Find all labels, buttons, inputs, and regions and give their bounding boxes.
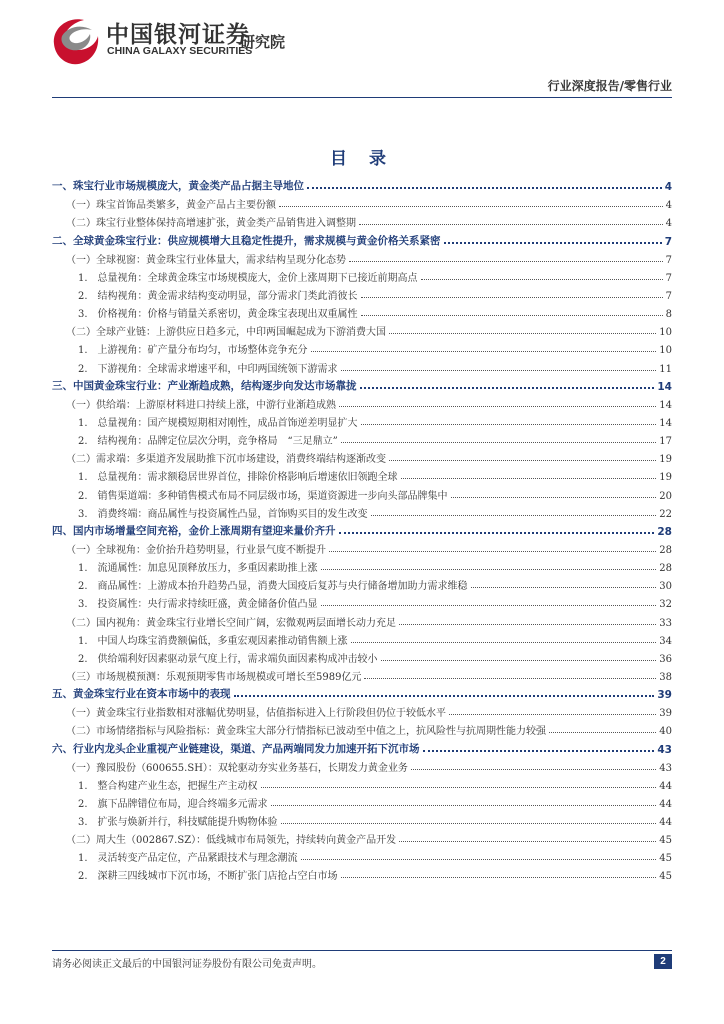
toc-entry[interactable] — [52, 864, 672, 882]
toc-entry-text: （一）豫园股份（600655.SH）：双轮驱动夯实业务基石，长期发力黄金业务 — [66, 762, 408, 774]
brand-name-en: CHINA GALAXY SECURITIES — [107, 45, 253, 57]
toc-entry[interactable] — [52, 502, 672, 520]
toc-entry-page: 45 — [659, 853, 672, 865]
toc-entry-text: （二）需求端：多渠道齐发展助推下沉市场建设，消费终端结构逐渐改变 — [66, 454, 386, 466]
toc-entry-page: 34 — [659, 635, 672, 647]
toc-entry[interactable] — [52, 284, 672, 302]
toc-entry-text: 1. 总量视角：国产规模短期相对刚性，成品首饰逆差明显扩大 — [78, 417, 358, 429]
toc-entry-page: 45 — [659, 871, 672, 883]
toc-leader-dots — [271, 805, 657, 806]
toc-entry[interactable] — [52, 211, 672, 229]
page-header — [0, 0, 724, 100]
toc-entry-text: 2. 旗下品牌错位布局，迎合终端多元需求 — [78, 798, 268, 810]
toc-entry[interactable] — [52, 810, 672, 828]
toc-entry-text: 3. 扩张与焕新并行，科技赋能提升购物体验 — [78, 817, 278, 829]
toc-leader-dots — [399, 624, 656, 625]
toc-entry[interactable] — [52, 483, 672, 501]
toc-leader-dots — [401, 478, 657, 479]
toc-leader-dots — [341, 442, 657, 443]
toc-entry[interactable] — [52, 302, 672, 320]
toc-entry[interactable] — [52, 356, 672, 374]
toc-entry-text: 3. 消费终端：商品属性与投资属性凸显，首饰购买目的发生改变 — [78, 508, 368, 520]
toc-entry-page: 20 — [659, 490, 672, 502]
toc-entry[interactable] — [52, 592, 672, 610]
toc-entry[interactable] — [52, 574, 672, 592]
toc-entry-page: 44 — [659, 817, 672, 829]
toc-entry-page: 30 — [659, 581, 672, 593]
toc-entry-text: 2. 深耕三四线城市下沉市场，不断扩张门店抢占空白市场 — [78, 871, 338, 883]
toc-leader-dots — [341, 877, 657, 878]
toc-entry-text: 四、国内市场增量空间充裕，金价上涨周期有望迎来量价齐升 — [52, 524, 336, 537]
toc-entry-page: 7 — [665, 290, 672, 302]
toc-entry[interactable] — [52, 411, 672, 429]
toc-entry-page: 4 — [665, 218, 672, 230]
toc-entry-text: 二、全球黄金珠宝行业：供应规模增大且稳定性提升，需求规模与黄金价格关系紧密 — [52, 234, 441, 247]
toc-leader-dots — [349, 261, 663, 262]
toc-entry-page: 19 — [659, 472, 672, 484]
toc-entry-text: （三）市场规模预测：乐观预期零售市场规模或可增长至5989亿元 — [66, 671, 362, 683]
toc-leader-dots — [471, 587, 657, 588]
toc-entry[interactable] — [52, 683, 672, 701]
toc-entry-page: 11 — [659, 363, 672, 375]
page-number-badge: 2 — [654, 954, 672, 969]
toc-leader-dots — [411, 769, 656, 770]
report-category: 行业深度报告/零售行业 — [547, 79, 672, 93]
toc-entry-text: 2. 下游视角：全球需求增速平和，中印两国统领下游需求 — [78, 363, 338, 375]
toc-entry[interactable] — [52, 846, 672, 864]
toc-leader-dots — [339, 406, 656, 407]
toc-entry-page: 14 — [657, 380, 672, 393]
toc-entry-text: （一）珠宝首饰品类繁多，黄金产品占主要份额 — [66, 200, 276, 212]
toc-entry-page: 39 — [659, 708, 672, 720]
toc-entry-text: （二）周大生（002867.SZ）：低线城市布局领先，持续转向黄金产品开发 — [66, 835, 397, 847]
toc-entry[interactable] — [52, 538, 672, 556]
toc-entry-text: 1. 中国人均珠宝消费额偏低，多重宏观因素推动销售额上涨 — [78, 635, 348, 647]
toc-entry-text: 1. 整合构建产业生态，把握生产主动权 — [78, 780, 258, 792]
toc-leader-dots — [329, 551, 656, 552]
toc-entry-page: 4 — [665, 200, 672, 212]
toc-leader-dots — [444, 242, 662, 244]
toc-entry[interactable] — [52, 737, 672, 755]
toc-entry[interactable] — [52, 175, 672, 193]
toc-entry[interactable] — [52, 393, 672, 411]
toc-leader-dots — [279, 206, 663, 207]
toc-leader-dots — [371, 515, 657, 516]
toc-leader-dots — [339, 532, 655, 534]
toc-leader-dots — [549, 732, 656, 733]
toc-entry-text: （二）珠宝行业整体保持高增速扩张，黄金类产品销售进入调整期 — [66, 218, 356, 230]
toc-entry-text: （一）黄金珠宝行业指数相对涨幅优势明显，估值指标进入上行阶段但仍位于较低水平 — [66, 708, 446, 720]
toc-entry-text: 六、行业内龙头企业重视产业链建设，渠道、产品两端同发力加速开拓下沉市场 — [52, 742, 420, 755]
disclaimer-text: 请务必阅读正文最后的中国银河证券股份有限公司免责声明。 — [52, 959, 322, 970]
toc-entry-page: 43 — [657, 743, 672, 756]
toc-entry-text: 1. 流通属性：加息见顶释放压力，多重因素助推上涨 — [78, 563, 318, 575]
toc-leader-dots — [361, 315, 663, 316]
toc-entry-page: 39 — [657, 689, 672, 702]
toc-entry[interactable] — [52, 774, 672, 792]
toc-entry-text: 2. 结构视角：黄金需求结构变动明显，部分需求门类此消彼长 — [78, 290, 358, 302]
toc-entry-text: 一、珠宝行业市场规模庞大，黄金类产品占据主导地位 — [52, 180, 304, 193]
toc-entry-text: 1. 上游视角：矿产量分布均匀，市场整体竞争充分 — [78, 345, 308, 357]
toc-entry-page: 38 — [659, 671, 672, 683]
toc-entry-text: 3. 投资属性：央行需求持续旺盛，黄金储备价值凸显 — [78, 599, 318, 611]
toc-entry-page: 8 — [665, 309, 672, 321]
toc-entry[interactable] — [52, 375, 672, 393]
toc-leader-dots — [361, 297, 663, 298]
toc-entry-page: 32 — [659, 599, 672, 611]
toc-entry-page: 10 — [659, 345, 672, 357]
toc-entry-text: 1. 灵活转变产品定位，产品紧跟技术与理念潮流 — [78, 853, 298, 865]
toc-entry[interactable] — [52, 556, 672, 574]
toc-leader-dots — [451, 497, 657, 498]
toc-entry-text: 2. 结构视角：品牌定位层次分明，竞争格局 “三足鼎立” — [78, 436, 338, 448]
toc-leader-dots — [389, 333, 656, 334]
toc-entry-page: 10 — [659, 327, 672, 339]
toc-entry-page: 45 — [659, 835, 672, 847]
brand-name-cn: 中国银河证券 — [106, 22, 250, 48]
toc-leader-dots — [360, 387, 655, 389]
toc-entry-text: （一）供给端：上游原材料进口持续上涨，中游行业渐趋成熟 — [66, 399, 336, 411]
toc-entry[interactable] — [52, 792, 672, 810]
toc-leader-dots — [364, 678, 656, 679]
toc-entry-page: 7 — [664, 235, 672, 248]
toc-entry-text: 五、黄金珠宝行业在资本市场中的表现 — [52, 688, 231, 701]
toc-entry[interactable] — [52, 266, 672, 284]
toc-entry[interactable] — [52, 629, 672, 647]
toc-entry-page: 40 — [659, 726, 672, 738]
toc-entry[interactable] — [52, 338, 672, 356]
toc-leader-dots — [321, 569, 657, 570]
galaxy-logo-icon — [48, 14, 102, 68]
toc-leader-dots — [421, 279, 663, 280]
toc-entry-page: 17 — [659, 436, 672, 448]
toc-entry-text: （一）全球视窗：黄金珠宝行业体量大，需求结构呈现分化态势 — [66, 254, 346, 266]
toc-entry[interactable] — [52, 429, 672, 447]
brand-subtitle: 研究院 — [240, 33, 286, 51]
toc-title: 目 录 — [330, 149, 394, 169]
toc-entry-page: 14 — [659, 417, 672, 429]
toc-entry-text: 2. 销售渠道端：多种销售模式布局不同层级市场，渠道资源进一步向头部品牌集中 — [78, 490, 448, 502]
toc-leader-dots — [261, 787, 657, 788]
toc-entry[interactable] — [52, 520, 672, 538]
toc-leader-dots — [311, 351, 657, 352]
toc-leader-dots — [361, 424, 657, 425]
toc-entry[interactable] — [52, 447, 672, 465]
toc-leader-dots — [449, 714, 656, 715]
toc-entry-page: 7 — [665, 254, 672, 266]
toc-entry-text: 三、中国黄金珠宝行业：产业渐趋成熟，结构逐步向发达市场靠拢 — [52, 379, 357, 392]
toc-leader-dots — [234, 695, 655, 697]
toc-entry-page: 22 — [659, 508, 672, 520]
toc-leader-dots — [423, 750, 655, 752]
toc-leader-dots — [359, 224, 663, 225]
toc-entry[interactable] — [52, 193, 672, 211]
toc-entry[interactable] — [52, 647, 672, 665]
toc-leader-dots — [351, 642, 657, 643]
toc-entry-page: 36 — [659, 653, 672, 665]
toc-leader-dots — [381, 660, 657, 661]
toc-entry[interactable] — [52, 701, 672, 719]
toc-entry-page: 44 — [659, 798, 672, 810]
toc-entry[interactable] — [52, 320, 672, 338]
toc-entry-text: 3. 价格视角：价格与销量关系密切，黄金珠宝表现出双重属性 — [78, 309, 358, 321]
toc-leader-dots — [389, 460, 656, 461]
toc-entry-text: 2. 供给端利好因素驱动景气度上行，需求端负面因素构成冲击较小 — [78, 653, 378, 665]
header-divider — [52, 97, 672, 98]
toc-entry-page: 28 — [659, 563, 672, 575]
toc-entry-text: （二）市场情绪指标与风险指标：黄金珠宝大部分行情指标已波动至中值之上，抗风险性与抗周期性能力较强 — [66, 726, 546, 738]
toc-entry-text: （一）全球视角：金价抬升趋势明显，行业景气度不断提升 — [66, 544, 326, 556]
toc-leader-dots — [399, 841, 656, 842]
toc-entry-page: 28 — [659, 544, 672, 556]
toc-entry-page: 44 — [659, 780, 672, 792]
toc-entry-page: 19 — [659, 454, 672, 466]
toc-entry-page: 14 — [659, 399, 672, 411]
toc-entry[interactable] — [52, 756, 672, 774]
toc-entry[interactable] — [52, 665, 672, 683]
toc-entry[interactable] — [52, 229, 672, 247]
footer-divider — [52, 950, 672, 951]
toc-leader-dots — [301, 859, 657, 860]
toc-entry-page: 7 — [665, 272, 672, 284]
toc-entry-text: 1. 总量视角：全球黄金珠宝市场规模庞大，金价上涨周期下已接近前期高点 — [78, 272, 418, 284]
toc-entry[interactable] — [52, 610, 672, 628]
toc-entry-page: 4 — [664, 181, 672, 194]
toc-entry-page: 28 — [657, 525, 672, 538]
toc-entry-text: （二）全球产业链：上游供应日趋多元，中印两国崛起成为下游消费大国 — [66, 327, 386, 339]
table-of-contents — [52, 175, 672, 882]
toc-leader-dots — [321, 605, 657, 606]
toc-entry-page: 33 — [659, 617, 672, 629]
toc-entry-text: （二）国内视角：黄金珠宝行业增长空间广阔，宏微观两层面增长动力充足 — [66, 617, 396, 629]
toc-entry-text: 2. 商品属性：上游成本抬升趋势凸显，消费大国疫后复苏与央行储备增加助力需求维稳 — [78, 581, 468, 593]
toc-entry[interactable] — [52, 719, 672, 737]
toc-leader-dots — [307, 187, 662, 189]
toc-entry-text: 1. 总量视角：需求额稳居世界首位，排除价格影响后增速依旧领跑全球 — [78, 472, 398, 484]
toc-leader-dots — [281, 823, 657, 824]
toc-entry[interactable] — [52, 465, 672, 483]
toc-entry[interactable] — [52, 248, 672, 266]
toc-leader-dots — [341, 370, 657, 371]
toc-entry-page: 43 — [659, 762, 672, 774]
toc-entry[interactable] — [52, 828, 672, 846]
